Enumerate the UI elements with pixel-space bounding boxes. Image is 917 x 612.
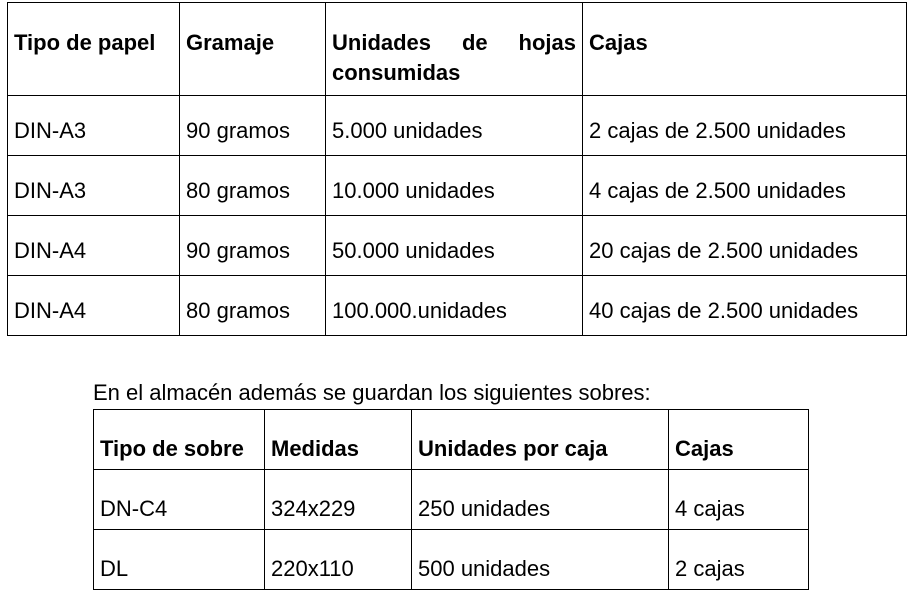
table-row [8, 96, 907, 156]
intro-paragraph: En el almacén además se guardan los siguientes sobres: [93, 380, 651, 405]
cell-gramaje: 90 gramos [180, 216, 326, 276]
cell-unidades: 50.000 unidades [326, 216, 583, 276]
cell-gramaje: 80 gramos [180, 156, 326, 216]
cell-unidades-por-caja: 500 unidades [412, 530, 669, 590]
header-word: hojas [518, 30, 576, 55]
header-unidades-line-1 [332, 28, 576, 58]
cell-unidades: 10.000 unidades [326, 156, 583, 216]
cell-tipo-de-sobre: DL [94, 530, 265, 590]
table-row [8, 216, 907, 276]
cell-tipo-de-papel: DIN-A4 [8, 216, 180, 276]
table-header-row [94, 410, 809, 470]
header-cajas: Cajas [669, 410, 809, 470]
paper-consumption-table [7, 2, 907, 336]
table-header-row [8, 3, 907, 96]
header-unidades-line-2: consumidas [332, 60, 461, 85]
cell-unidades-por-caja: 250 unidades [412, 470, 669, 530]
header-tipo-de-sobre: Tipo de sobre [94, 410, 265, 470]
header-medidas: Medidas [265, 410, 412, 470]
cell-medidas: 220x110 [265, 530, 412, 590]
cell-tipo-de-sobre: DN-C4 [94, 470, 265, 530]
table-row [8, 156, 907, 216]
table-row [94, 470, 809, 530]
cell-tipo-de-papel: DIN-A4 [8, 276, 180, 336]
cell-cajas: 4 cajas [669, 470, 809, 530]
cell-gramaje: 80 gramos [180, 276, 326, 336]
header-unidades-por-caja: Unidades por caja [412, 410, 669, 470]
cell-gramaje: 90 gramos [180, 96, 326, 156]
header-tipo-de-papel: Tipo de papel [8, 3, 180, 96]
cell-cajas: 2 cajas [669, 530, 809, 590]
header-cajas: Cajas [583, 3, 907, 96]
table-row [94, 530, 809, 590]
cell-cajas: 2 cajas de 2.500 unidades [583, 96, 907, 156]
cell-medidas: 324x229 [265, 470, 412, 530]
cell-unidades: 100.000.unidades [326, 276, 583, 336]
header-word: de [461, 30, 488, 55]
header-word: Unidades [332, 30, 432, 55]
header-gramaje: Gramaje [180, 3, 326, 96]
table-row [8, 276, 907, 336]
header-unidades-de-hojas-consumidas [326, 3, 583, 96]
cell-unidades: 5.000 unidades [326, 96, 583, 156]
envelopes-table [93, 409, 809, 590]
cell-cajas: 40 cajas de 2.500 unidades [583, 276, 907, 336]
cell-tipo-de-papel: DIN-A3 [8, 156, 180, 216]
cell-cajas: 20 cajas de 2.500 unidades [583, 216, 907, 276]
cell-tipo-de-papel: DIN-A3 [8, 96, 180, 156]
cell-cajas: 4 cajas de 2.500 unidades [583, 156, 907, 216]
